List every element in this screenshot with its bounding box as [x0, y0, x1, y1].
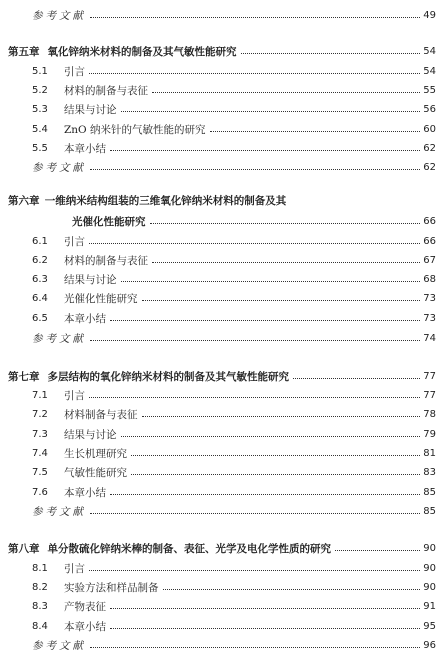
entry-title: 引言 [64, 235, 85, 248]
dot-leader [89, 569, 420, 571]
section-number: 5.1 [32, 65, 48, 77]
dot-leader [89, 242, 420, 244]
dot-leader [142, 415, 421, 417]
page-number: 74 [423, 332, 436, 344]
entry-title: 本章小结 [64, 312, 106, 325]
entry-title: 多层结构的氧化锌纳米材料的制备及其气敏性能研究 [47, 370, 289, 383]
section-number: 5.4 [32, 123, 48, 135]
section-number: 6.4 [32, 292, 48, 304]
toc-references-entry[interactable] [0, 636, 448, 654]
dot-leader [90, 168, 420, 170]
entry-title: 材料的制备与表征 [64, 84, 148, 97]
dot-leader [210, 130, 421, 132]
toc-references-entry[interactable] [0, 329, 448, 347]
page-number: 90 [423, 562, 436, 574]
page-number: 96 [423, 639, 436, 651]
dot-leader [293, 377, 420, 379]
section-number: 7.1 [32, 389, 48, 401]
dot-leader [90, 16, 420, 18]
toc-section-entry[interactable] [0, 139, 448, 157]
page-number: 73 [423, 312, 436, 324]
toc-section-entry[interactable] [0, 425, 448, 443]
entry-title: 光催化性能研究 [72, 215, 146, 228]
page-number: 66 [423, 215, 436, 227]
section-number: 7.2 [32, 408, 48, 420]
toc-section-entry[interactable] [0, 405, 448, 423]
toc-chapter-entry-continued[interactable] [0, 212, 448, 230]
entry-title: 气敏性能研究 [64, 466, 127, 479]
dot-leader [241, 52, 421, 54]
entry-title: 结果与讨论 [64, 273, 117, 286]
page-number: 62 [423, 161, 436, 173]
dot-leader [90, 512, 420, 514]
section-number: 5.3 [32, 103, 48, 115]
toc-section-entry[interactable] [0, 289, 448, 307]
toc-section-entry[interactable] [0, 578, 448, 596]
page-number: 55 [423, 84, 436, 96]
entry-title: 氧化锌纳米材料的制备及其气敏性能研究 [47, 45, 237, 58]
toc-chapter-heading[interactable] [8, 193, 286, 208]
entry-title: 引言 [64, 562, 85, 575]
entry-title: 光催化性能研究 [64, 292, 138, 305]
entry-title: ZnO 纳米针的气敏性能的研究 [64, 123, 206, 136]
dot-leader [89, 396, 420, 398]
chapter-number: 第八章 [8, 542, 40, 555]
chapter-title: 一维纳米结构组装的三维氧化锌纳米材料的制备及其 [44, 195, 287, 207]
page-number: 83 [423, 466, 436, 478]
toc-section-entry[interactable] [0, 597, 448, 615]
page-number: 78 [423, 408, 436, 420]
entry-title: 本章小结 [64, 620, 106, 633]
page-number: 56 [423, 103, 436, 115]
page-number: 90 [423, 542, 436, 554]
dot-leader [110, 149, 420, 151]
entry-title: 参考文献 [32, 505, 86, 518]
entry-title: 单分散硫化锌纳米棒的制备、表征、光学及电化学性质的研究 [47, 542, 331, 555]
page-number: 91 [423, 600, 436, 612]
page-number: 90 [423, 581, 436, 593]
page-number: 77 [423, 370, 436, 382]
section-number: 6.3 [32, 273, 48, 285]
toc-chapter-entry[interactable] [0, 42, 448, 60]
section-number: 6.5 [32, 312, 48, 324]
page-number: 68 [423, 273, 436, 285]
page-number: 73 [423, 292, 436, 304]
dot-leader [110, 493, 420, 495]
entry-title: 参考文献 [32, 9, 86, 22]
page-number: 85 [423, 486, 436, 498]
section-number: 6.1 [32, 235, 48, 247]
toc-chapter-entry[interactable] [0, 539, 448, 557]
page-number: 66 [423, 235, 436, 247]
dot-leader [110, 319, 420, 321]
toc-section-entry[interactable] [0, 62, 448, 80]
entry-title: 参考文献 [32, 639, 86, 652]
entry-title: 本章小结 [64, 486, 106, 499]
toc-section-entry[interactable] [0, 120, 448, 138]
dot-leader [131, 473, 420, 475]
toc-section-entry[interactable] [0, 617, 448, 635]
dot-leader [90, 339, 420, 341]
entry-title: 材料制备与表征 [64, 408, 138, 421]
toc-section-entry[interactable] [0, 81, 448, 99]
section-number: 5.2 [32, 84, 48, 96]
dot-leader [150, 222, 421, 224]
page-number: 62 [423, 142, 436, 154]
section-number: 8.1 [32, 562, 48, 574]
toc-section-entry[interactable] [0, 483, 448, 501]
toc-references-entry[interactable] [0, 502, 448, 520]
entry-title: 结果与讨论 [64, 103, 117, 116]
toc-section-entry[interactable] [0, 100, 448, 118]
toc-references-entry[interactable] [0, 6, 448, 24]
toc-section-entry[interactable] [0, 309, 448, 327]
section-number: 5.5 [32, 142, 48, 154]
page-number: 67 [423, 254, 436, 266]
entry-title: 引言 [64, 389, 85, 402]
page-number: 79 [423, 428, 436, 440]
section-number: 7.6 [32, 486, 48, 498]
page-number: 85 [423, 505, 436, 517]
toc-section-entry[interactable] [0, 232, 448, 250]
dot-leader [152, 91, 420, 93]
chapter-number: 第六章 [8, 195, 40, 207]
dot-leader [142, 299, 421, 301]
section-number: 8.4 [32, 620, 48, 632]
dot-leader [90, 646, 420, 648]
page-number: 54 [423, 65, 436, 77]
dot-leader [121, 280, 421, 282]
section-number: 8.3 [32, 600, 48, 612]
page-number: 81 [423, 447, 436, 459]
toc-section-entry[interactable] [0, 444, 448, 462]
page-number: 49 [423, 9, 436, 21]
entry-title: 引言 [64, 65, 85, 78]
toc-section-entry[interactable] [0, 463, 448, 481]
entry-title: 参考文献 [32, 161, 86, 174]
section-number: 7.4 [32, 447, 48, 459]
entry-title: 生长机理研究 [64, 447, 127, 460]
toc-section-entry[interactable] [0, 559, 448, 577]
section-number: 7.5 [32, 466, 48, 478]
dot-leader [131, 454, 420, 456]
section-number: 6.2 [32, 254, 48, 266]
page-number: 77 [423, 389, 436, 401]
entry-title: 结果与讨论 [64, 428, 117, 441]
section-number: 8.2 [32, 581, 48, 593]
entry-title: 本章小结 [64, 142, 106, 155]
entry-title: 材料的制备与表征 [64, 254, 148, 267]
toc-section-entry[interactable] [0, 270, 448, 288]
section-number: 7.3 [32, 428, 48, 440]
chapter-number: 第七章 [8, 370, 40, 383]
entry-title: 产物表征 [64, 600, 106, 613]
chapter-number: 第五章 [8, 45, 40, 58]
page-number: 95 [423, 620, 436, 632]
toc-references-entry[interactable] [0, 158, 448, 176]
dot-leader [163, 588, 421, 590]
page-number: 54 [423, 45, 436, 57]
dot-leader [110, 607, 420, 609]
entry-title: 参考文献 [32, 332, 86, 345]
dot-leader [121, 110, 421, 112]
entry-title: 实验方法和样品制备 [64, 581, 159, 594]
toc-chapter-entry[interactable] [0, 367, 448, 385]
dot-leader [110, 627, 420, 629]
page-number: 60 [423, 123, 436, 135]
dot-leader [121, 435, 421, 437]
dot-leader [335, 549, 420, 551]
dot-leader [89, 72, 420, 74]
toc-section-entry[interactable] [0, 386, 448, 404]
toc-section-entry[interactable] [0, 251, 448, 269]
dot-leader [152, 261, 420, 263]
